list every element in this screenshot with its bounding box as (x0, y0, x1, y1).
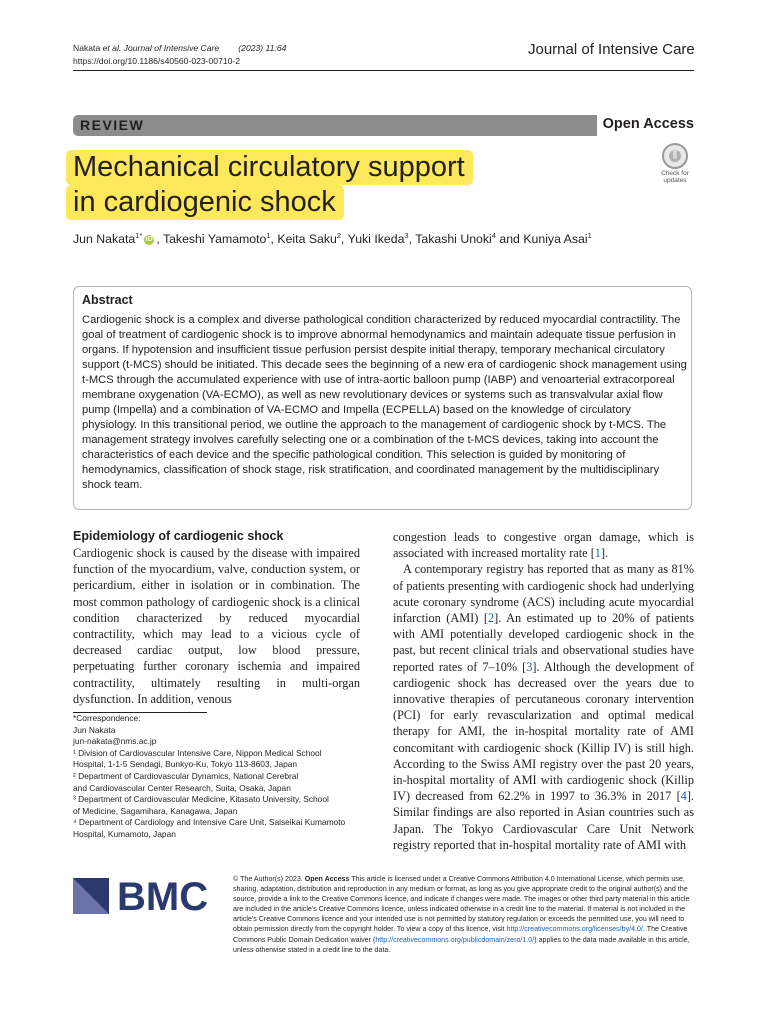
license-prefix: © The Author(s) 2023. (233, 875, 305, 883)
citation-year-volume: (2023) 11:64 (238, 43, 287, 53)
license-link[interactable]: http://creativecommons.org/licenses/by/4.0/ (506, 925, 643, 934)
body-column-right (393, 529, 694, 853)
citation-header (73, 42, 286, 68)
bmc-logo (73, 872, 215, 921)
author-name[interactable]: Takashi Unoki (415, 232, 492, 247)
bmc-logo-mark (73, 872, 215, 916)
open-access-label: Open Access (597, 115, 694, 136)
author-list (73, 231, 592, 246)
article-title-line2: in cardiogenic shock (66, 185, 344, 220)
footnote-line: of Medicine, Sagamihara, Kanagawa, Japan (73, 805, 238, 816)
license-open-access: Open Access (304, 875, 350, 883)
author-affiliation: 2 (336, 231, 342, 240)
author-separator: and (495, 232, 524, 247)
public-domain-link[interactable]: http://creativecommons.org/publicdomain/zero/1.0/ (375, 935, 535, 944)
author-affiliation: 3 (404, 231, 409, 240)
paragraph-text: A contemporary registry has reported that as many as 81% of patients presenting with cardiogenic shock had underlying acute coronary syndrome (ACS) including acute myocardial infarction (AMI) [ (393, 562, 694, 626)
check-for-updates-icon (662, 143, 688, 169)
license-body: . The Creative Commons Public Domain Dedication waiver ( (233, 925, 688, 944)
paragraph-text: ]. An estimated up to 20% of patients with AMI potentially developed cardiogenic shock in the past, but recent clinical trials and observational studies have reported rates of 7–10% [ (393, 611, 694, 674)
orcid-icon[interactable]: iD (145, 235, 153, 243)
footnote-line: ¹ Division of Cardiovascular Intensive Care, Nippon Medical School (73, 747, 322, 758)
article-type-label: REVIEW (80, 117, 145, 133)
section-heading: Epidemiology of cardiogenic shock (73, 529, 284, 543)
author-affiliation: 1 (266, 231, 271, 240)
footnote-line: ⁴ Department of Cardiology and Intensive Care Unit, Saiseikai Kumamoto (73, 817, 346, 828)
article-title-line1: Mechanical circulatory support (66, 150, 473, 185)
paragraph-text: ]. Similar findings are also reported in Asian countries such as Japan. The Tokyo Cardiovascular Care Unit Network registry reported that in-hospital mortality rate of AMI with (393, 789, 694, 852)
journal-name: Journal of Intensive Care (528, 41, 695, 58)
author-name[interactable]: Kuniya Asai (523, 232, 588, 247)
author-affiliation: 1* (135, 231, 143, 240)
footnote-line: Jun Nakata (73, 724, 116, 735)
paragraph-text: congestion leads to congestive organ damage, which is associated with increased mortality rate [ (393, 530, 694, 561)
paragraph-text: ]. (600, 546, 609, 561)
citation-line (73, 42, 286, 55)
author-name[interactable]: Yuki Ikeda (347, 232, 405, 247)
bmc-logo-text: BMC (117, 875, 209, 916)
abstract-heading: Abstract (82, 293, 133, 307)
body-column-left: Cardiogenic shock is caused by the disease with impaired function of the myocardium, valve, conduction system, or pericardium, either in isolation or in combination. The most common pathology of cardiogenic shock is a clinical condition characterized by reduced myocardial contractility, which may lead to a vicious cycle of decreased cardiac output, low blood pressure, perpetuating further coronary ischemia and impaired contractility, ultimately resulting in multi-organ dysfunction. In addition, venous (73, 546, 360, 706)
reference-link[interactable]: 2 (487, 611, 495, 626)
footnotes (73, 713, 363, 841)
check-updates-line1: Check for (661, 170, 689, 177)
author-separator: , (408, 232, 416, 247)
author-name[interactable]: Takeshi Yamamoto (162, 232, 267, 247)
correspondence-email[interactable]: jun-nakata@nms.ac.jp (73, 736, 157, 747)
footnote-line: and Cardiovascular Center Research, Suita, Osaka, Japan (73, 782, 291, 793)
license-body: ) applies to the data made available in this article, unless otherwise stated in a credit line to the data. (233, 935, 690, 954)
reference-link[interactable]: 4 (680, 789, 687, 804)
paragraph-text: ]. Although the development of cardiogenic shock has decreased over the years due to innovative therapies of percutaneous coronary intervention (PCI) for early revascularization and optimal medical therapy for AMI, the in-hospital mortality rate of AMI concomitant with cardiogenic shock (Killip IV) is still high. According to the Swiss AMI registry over the past 20 years, in-hospital mortality of AMI with cardiogenic shock (Killip IV) decreased from 62.2% in 1997 to 36.3% in 2017 [ (393, 659, 694, 804)
check-for-updates-badge[interactable] (657, 143, 693, 184)
footnote-line: Hospital, 1-1-5 Sendagi, Bunkyo-Ku, Tokyo 113-8603, Japan (73, 759, 298, 770)
footnote-line: ² Department of Cardiovascular Dynamics, National Cerebral (73, 770, 299, 781)
paragraph (393, 529, 694, 561)
check-for-updates-text (657, 170, 693, 184)
doi-link[interactable]: https://doi.org/10.1186/s40560-023-00710-2 (73, 56, 241, 66)
license-text (233, 874, 695, 955)
citation-journal: et al. Journal of Intensive Care (102, 43, 220, 53)
footnote-line: Hospital, Kumamoto, Japan (73, 828, 176, 839)
author-affiliation: 4 (491, 231, 496, 240)
footnote-line: *Correspondence: (73, 713, 141, 723)
paragraph (393, 561, 694, 853)
author-affiliation: 1 (587, 231, 592, 240)
footnote-line: ³ Department of Cardiovascular Medicine, Kitasato University, School (73, 794, 329, 805)
reference-link[interactable]: 3 (526, 659, 533, 674)
check-updates-line2: updates (663, 177, 687, 184)
author-name[interactable]: Keita Saku (277, 232, 337, 247)
author-separator: , (156, 232, 163, 247)
author-separator: , (270, 232, 278, 247)
author-name[interactable]: Jun Nakata (73, 232, 136, 247)
header-rule (73, 70, 694, 71)
reference-link[interactable]: 1 (594, 546, 601, 561)
license-body: This article is licensed under a Creative Commons Attribution 4.0 International License, which permits use, sharing, adaptation, distribution and reproduction in any medium or format, as long as you give appropriate credit to the original author(s) and the source, provide a link to the Creative Commons licence, and indicate if changes were made. The images or other third party material in this article are included in the article's Creative Commons licence, unless indicated otherwise in a credit line to the material. If material is not included in the article's Creative Commons licence and your intended use is not permitted by statutory regulation or exceeds the permitted use, you will need to obtain permission directly from the copyright holder. To view a copy of this licence, visit (233, 875, 690, 934)
abstract-text: Cardiogenic shock is a complex and diverse pathological condition characterized by reduced myocardial contractility. The goal of treatment of cardiogenic shock is to improve abnormal hemodynamics and maintain adequate tissue perfusion in organs. If hypotension and insufficient tissue perfusion persist despite initial therapy, temporary mechanical circulatory support (t-MCS) should be initiated. This decade sees the beginning of a new era of cardiogenic shock management using t-MCS through the accumulated experience with use of intra-aortic balloon pump (IABP) and venoarterial extracorporeal membrane oxygenation (VA-ECMO), as well as new revolutionary devices or systems such as transvalvular axial flow pump (Impella) and a combination of VA-ECMO and Impella (ECPELLA) based on the knowledge of circulatory physiology. In this transitional period, we outline the approach to the management of cardiogenic shock by t-MCS. The management strategy involves carefully selecting one or a combination of the t-MCS devices, taking into account the characteristics of each device and the specific pathological condition. This selection is guided by monitoring of hemodynamics, classification of shock stage, risk stratification, and coordinated management by the multidisciplinary shock team. (82, 314, 687, 491)
citation-authors: Nakata (73, 43, 103, 53)
author-separator: , (341, 232, 348, 247)
